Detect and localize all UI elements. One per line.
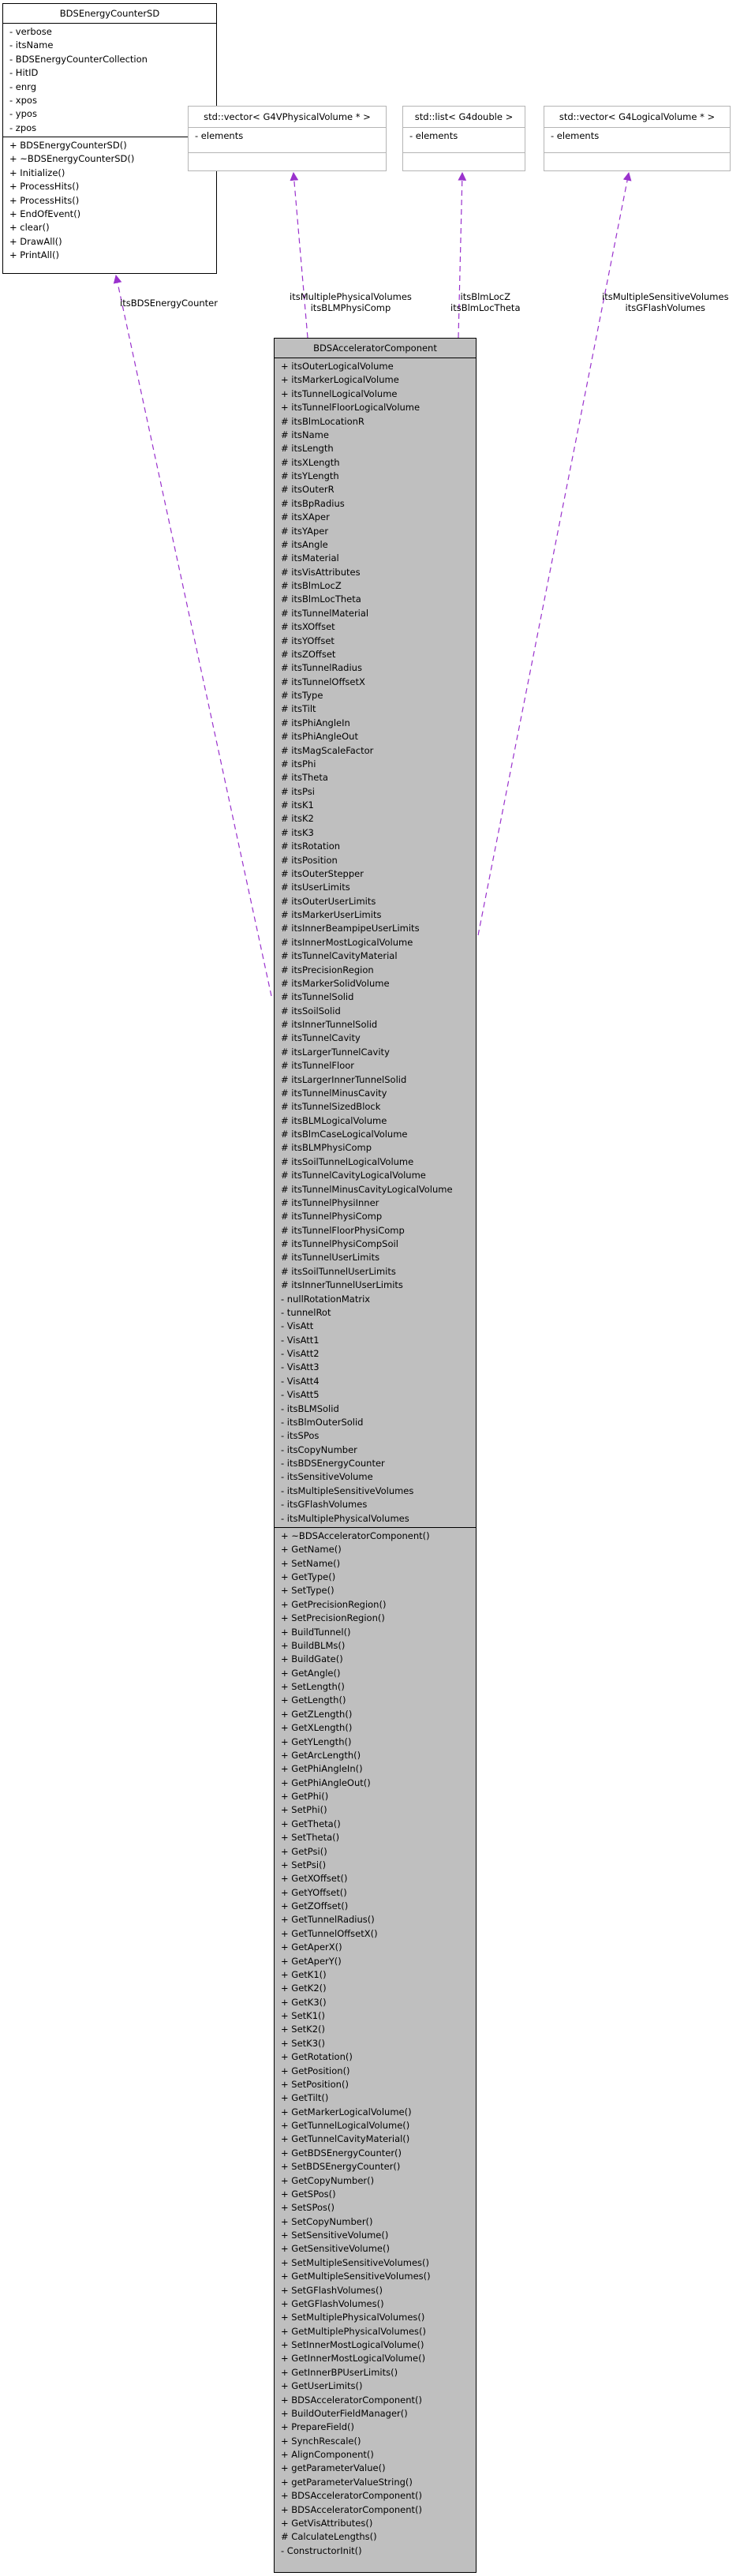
- attribute: - BDSEnergyCounterCollection: [9, 53, 148, 65]
- attribute-list: [189, 127, 386, 152]
- attribute: # itsInnerTunnelSolid: [281, 1019, 378, 1030]
- method-list: [403, 152, 525, 153]
- attribute: - zpos: [9, 122, 37, 133]
- attribute: # itsYAper: [281, 525, 329, 537]
- class-title: BDSEnergyCounterSD: [59, 8, 160, 19]
- attribute: # itsTunnelUserLimits: [281, 1252, 380, 1264]
- attribute: + itsTunnelFloorLogicalVolume: [281, 402, 420, 414]
- attribute: # itsTunnelCavityLogicalVolume: [281, 1170, 426, 1181]
- attribute: - itsMultipleSensitiveVolumes: [281, 1485, 414, 1496]
- attribute: # itsTunnelSizedBlock: [281, 1101, 381, 1113]
- method: + GetCopyNumber(): [281, 2174, 375, 2186]
- attribute: - VisAtt: [281, 1320, 314, 1332]
- method: + GetMultiplePhysicalVolumes(): [281, 2325, 426, 2337]
- method: + getParameterValue(): [281, 2462, 386, 2474]
- attribute: - itsSPos: [281, 1430, 320, 1442]
- attribute: # itsTunnelPhysiCompSoil: [281, 1238, 398, 1249]
- method: + BuildBLMs(): [281, 1639, 346, 1651]
- method: + SetK1(): [281, 2010, 326, 2021]
- method: + GetVisAttributes(): [281, 2517, 373, 2529]
- class-list-double[interactable]: [402, 106, 525, 171]
- method: + GetGFlashVolumes(): [281, 2297, 384, 2309]
- method: + GetBDSEnergyCounter(): [281, 2147, 402, 2159]
- method: + ProcessHits(): [9, 194, 80, 206]
- attribute: # itsPrecisionRegion: [281, 964, 374, 975]
- method: + GetTunnelRadius(): [281, 1914, 375, 1926]
- attribute: # itsMaterial: [281, 552, 339, 564]
- method: + GetSPos(): [281, 2188, 336, 2200]
- attribute: # itsTunnelOffsetX: [281, 676, 365, 687]
- method: + SetK3(): [281, 2037, 326, 2049]
- attribute: # itsBlmLocZ: [281, 580, 342, 591]
- attribute: # itsTunnelMinusCavity: [281, 1087, 387, 1099]
- attribute: # itsTilt: [281, 703, 316, 715]
- attribute: # itsTunnelMinusCavityLogicalVolume: [281, 1183, 453, 1195]
- method: + GetUserLimits(): [281, 2380, 363, 2392]
- method: + BDSAcceleratorComponent(): [281, 2490, 422, 2502]
- method: + GetLength(): [281, 1694, 346, 1706]
- method: + ProcessHits(): [9, 181, 80, 193]
- class-vector-physical-volume[interactable]: [188, 106, 387, 171]
- attribute: - xpos: [9, 94, 37, 106]
- class-title: std::list< G4double >: [414, 111, 514, 122]
- attribute: # itsPhiAngleIn: [281, 717, 350, 728]
- attribute: - VisAtt3: [281, 1361, 320, 1373]
- attribute: + itsOuterLogicalVolume: [281, 361, 394, 372]
- method: + SetPhi(): [281, 1804, 327, 1816]
- attribute: - nullRotationMatrix: [281, 1293, 371, 1305]
- attribute: - elements: [195, 130, 244, 141]
- method: + ~BDSEnergyCounterSD(): [9, 153, 135, 165]
- method: + SetCopyNumber(): [281, 2215, 373, 2227]
- attribute: # itsOuterR: [281, 484, 335, 496]
- attribute: # itsTunnelPhysiComp: [281, 1211, 383, 1222]
- method: + BuildGate(): [281, 1653, 343, 1665]
- method: + EndOfEvent(): [9, 208, 81, 219]
- attribute: # itsBlmLocTheta: [281, 593, 361, 605]
- method: + PrintAll(): [9, 249, 59, 260]
- method: + GetTunnelCavityMaterial(): [281, 2133, 410, 2145]
- attribute: # itsTunnelRadius: [281, 662, 362, 674]
- method: + BuildTunnel(): [281, 1626, 351, 1638]
- method: + SetK2(): [281, 2024, 326, 2035]
- method: + SetSPos(): [281, 2202, 335, 2214]
- attribute: - itsCopyNumber: [281, 1443, 357, 1455]
- attribute-list: [403, 127, 525, 152]
- method: + GetYOffset(): [281, 1886, 347, 1898]
- method: + GetMarkerLogicalVolume(): [281, 2106, 412, 2117]
- method-list: [189, 152, 386, 153]
- method: + clear(): [9, 222, 50, 234]
- attribute: - elements: [551, 130, 600, 141]
- method: + SetType(): [281, 1585, 335, 1597]
- edge-label-vec-physvol: itsMultiplePhysicalVolumes itsBLMPhysiComp: [290, 291, 412, 313]
- method: + GetTheta(): [281, 1818, 341, 1829]
- method: + GetAngle(): [281, 1667, 341, 1679]
- attribute: # itsXLength: [281, 456, 340, 468]
- method: + GetTunnelLogicalVolume(): [281, 2120, 410, 2131]
- attribute: # itsPosition: [281, 854, 338, 866]
- attribute: # itsInnerTunnelUserLimits: [281, 1279, 403, 1291]
- attribute: - elements: [409, 130, 458, 141]
- attribute: # itsTheta: [281, 772, 328, 784]
- attribute: # itsLargerInnerTunnelSolid: [281, 1073, 407, 1085]
- method: + GetK1(): [281, 1968, 327, 1980]
- method: + GetK2(): [281, 1983, 327, 1994]
- attribute: - itsGFlashVolumes: [281, 1499, 368, 1511]
- method: + SetLength(): [281, 1681, 345, 1692]
- attribute: # itsLength: [281, 443, 334, 455]
- method: + GetK3(): [281, 1996, 327, 2008]
- method: + AlignComponent(): [281, 2449, 374, 2460]
- attribute: # itsTunnelMaterial: [281, 607, 369, 619]
- attribute: # itsBLMPhysiComp: [281, 1142, 372, 1154]
- method: + GetPhiAngleOut(): [281, 1777, 371, 1788]
- attribute: # itsPhi: [281, 758, 316, 769]
- attribute: # itsTunnelFloorPhysiComp: [281, 1224, 405, 1236]
- attribute: - VisAtt4: [281, 1375, 320, 1387]
- attribute: # itsBLMLogicalVolume: [281, 1114, 387, 1126]
- attribute: # itsBpRadius: [281, 497, 345, 509]
- attribute: # itsBlmCaseLogicalVolume: [281, 1129, 408, 1140]
- method: + DrawAll(): [9, 235, 62, 247]
- method: + BuildOuterFieldManager(): [281, 2407, 408, 2419]
- attribute: # itsUserLimits: [281, 882, 350, 893]
- attribute: # itsInnerBeampipeUserLimits: [281, 923, 420, 934]
- method: + Initialize(): [9, 167, 65, 178]
- attribute: # itsSoilTunnelUserLimits: [281, 1265, 396, 1277]
- attribute: # itsMarkerUserLimits: [281, 909, 382, 920]
- method: + SetPsi(): [281, 1859, 327, 1870]
- attribute: - ypos: [9, 108, 37, 120]
- attribute: # itsMagScaleFactor: [281, 744, 374, 756]
- attribute: - itsSensitiveVolume: [281, 1471, 373, 1483]
- method: + SetMultipleSensitiveVolumes(): [281, 2256, 430, 2268]
- method: + SynchRescale(): [281, 2435, 361, 2447]
- attribute: - enrg: [9, 80, 36, 92]
- attribute-list: [275, 358, 476, 1527]
- attribute: # itsBlmLocationR: [281, 415, 364, 427]
- attribute-list: [544, 127, 730, 152]
- attribute: # itsAngle: [281, 538, 328, 550]
- method: + GetType(): [281, 1571, 336, 1582]
- attribute: # itsTunnelSolid: [281, 991, 354, 1003]
- method: + GetZOffset(): [281, 1900, 349, 1911]
- attribute: - itsName: [9, 39, 54, 51]
- method: + SetSensitiveVolume(): [281, 2230, 389, 2241]
- attribute: # itsK3: [281, 826, 314, 838]
- method: + GetRotation(): [281, 2051, 353, 2063]
- method: + GetXLength(): [281, 1722, 353, 1734]
- method: + SetMultiplePhysicalVolumes(): [281, 2312, 425, 2323]
- method: + GetPhiAngleIn(): [281, 1763, 363, 1775]
- method: + ~BDSAcceleratorComponent(): [281, 1530, 430, 1541]
- method: + GetSensitiveVolume(): [281, 2243, 390, 2255]
- attribute: - tunnelRot: [281, 1306, 331, 1318]
- class-title: std::vector< G4VPhysicalVolume * >: [204, 111, 371, 122]
- attribute: # itsTunnelCavity: [281, 1032, 361, 1044]
- attribute: # itsOuterStepper: [281, 867, 364, 879]
- attribute: # itsTunnelCavityMaterial: [281, 950, 398, 962]
- attribute: # itsVisAttributes: [281, 566, 361, 578]
- attribute: # itsName: [281, 429, 329, 440]
- edge-energy-counter: [116, 275, 271, 996]
- method: + BDSAcceleratorComponent(): [281, 2394, 422, 2406]
- attribute: - VisAtt2: [281, 1348, 320, 1359]
- edge-vec-logvol: [478, 173, 629, 935]
- attribute: - itsMultiplePhysicalVolumes: [281, 1512, 409, 1524]
- edge-label-list-double: itsBlmLocZ itsBlmLocTheta: [450, 291, 521, 313]
- method: # CalculateLengths(): [281, 2531, 377, 2543]
- attribute: - VisAtt1: [281, 1334, 320, 1346]
- method: + GetAperY(): [281, 1955, 342, 1967]
- method: + GetTunnelOffsetX(): [281, 1927, 378, 1939]
- attribute: # itsYOffset: [281, 635, 335, 646]
- method-list: [3, 137, 216, 264]
- method: - ConstructorInit(): [281, 2544, 362, 2556]
- attribute: # itsInnerMostLogicalVolume: [281, 936, 413, 948]
- class-title: std::vector< G4LogicalVolume * >: [559, 111, 716, 122]
- attribute: # itsOuterUserLimits: [281, 895, 376, 907]
- class-title: BDSAcceleratorComponent: [313, 343, 437, 354]
- attribute: # itsK1: [281, 799, 314, 811]
- attribute: - verbose: [9, 26, 52, 37]
- attribute: + itsTunnelLogicalVolume: [281, 388, 398, 399]
- attribute: # itsLargerTunnelCavity: [281, 1046, 390, 1058]
- method: + SetPosition(): [281, 2078, 349, 2090]
- attribute: # itsPsi: [281, 785, 315, 797]
- attribute: # itsSoilTunnelLogicalVolume: [281, 1155, 414, 1167]
- method: + SetBDSEnergyCounter(): [281, 2161, 401, 2173]
- attribute: # itsSoilSolid: [281, 1005, 341, 1017]
- class-energy-counter-sd[interactable]: [2, 3, 217, 274]
- attribute: + itsMarkerLogicalVolume: [281, 374, 399, 386]
- method: + SetGFlashVolumes(): [281, 2284, 383, 2296]
- method: + SetTheta(): [281, 1832, 340, 1844]
- method: + BDSAcceleratorComponent(): [281, 2503, 422, 2515]
- method: + SetName(): [281, 1557, 341, 1569]
- method: + GetName(): [281, 1544, 342, 1556]
- method: + SetPrecisionRegion(): [281, 1612, 385, 1624]
- method: + BDSEnergyCounterSD(): [9, 140, 127, 151]
- attribute: # itsXOffset: [281, 621, 335, 633]
- attribute: # itsTunnelFloor: [281, 1060, 355, 1072]
- method-list: [275, 1527, 476, 2559]
- attribute: - HitID: [9, 67, 39, 79]
- attribute: - VisAtt5: [281, 1389, 320, 1401]
- method: + GetPsi(): [281, 1845, 327, 1857]
- class-bds-accelerator-component[interactable]: [274, 338, 477, 2573]
- method-list: [544, 152, 730, 153]
- attribute: # itsRotation: [281, 841, 341, 852]
- method: + PrepareField(): [281, 2421, 354, 2433]
- attribute-list: [3, 23, 216, 137]
- attribute: # itsYLength: [281, 470, 339, 481]
- method: + GetInnerBPUserLimits(): [281, 2366, 398, 2378]
- attribute: # itsK2: [281, 813, 314, 825]
- method: + GetPosition(): [281, 2065, 350, 2076]
- edge-label-vec-logvol: itsMultipleSensitiveVolumes itsGFlashVolumes: [602, 291, 729, 313]
- attribute: - itsBDSEnergyCounter: [281, 1458, 385, 1469]
- method: + GetXOffset(): [281, 1873, 348, 1885]
- attribute: - itsBLMSolid: [281, 1402, 339, 1414]
- class-vector-logical-volume[interactable]: [544, 106, 731, 171]
- method: + GetInnerMostLogicalVolume(): [281, 2353, 426, 2364]
- attribute: # itsPhiAngleOut: [281, 731, 358, 743]
- method: + SetInnerMostLogicalVolume(): [281, 2339, 424, 2350]
- method: + GetYLength(): [281, 1735, 352, 1747]
- attribute: # itsXAper: [281, 511, 330, 523]
- attribute: # itsType: [281, 690, 323, 701]
- attribute: # itsZOffset: [281, 648, 336, 660]
- method: + GetArcLength(): [281, 1749, 361, 1761]
- attribute: # itsTunnelPhysiInner: [281, 1196, 379, 1208]
- attribute: - itsBlmOuterSolid: [281, 1416, 364, 1428]
- method: + GetAperX(): [281, 1941, 342, 1953]
- method: + getParameterValueString(): [281, 2476, 413, 2488]
- method: + GetPrecisionRegion(): [281, 1598, 387, 1610]
- edge-label-energy-counter: itsBDSEnergyCounter: [120, 298, 218, 309]
- method: + GetTilt(): [281, 2092, 329, 2104]
- method: + GetMultipleSensitiveVolumes(): [281, 2271, 431, 2282]
- method: + GetZLength(): [281, 1708, 353, 1720]
- method: + GetPhi(): [281, 1791, 329, 1802]
- attribute: # itsMarkerSolidVolume: [281, 977, 390, 989]
